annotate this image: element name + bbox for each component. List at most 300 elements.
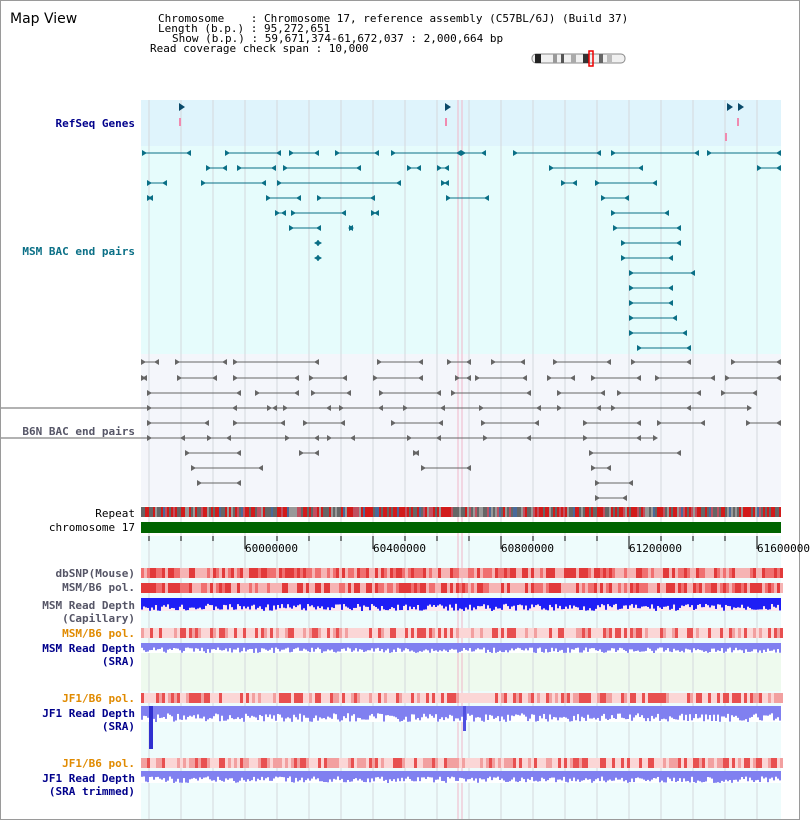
repeat-segment [251, 507, 253, 517]
depth-bar [517, 771, 519, 782]
polymorphism-cell [435, 628, 438, 638]
depth-bar [399, 643, 401, 649]
polymorphism-cell [240, 628, 243, 638]
depth-bar [155, 643, 157, 650]
polymorphism-cell [774, 758, 777, 768]
polymorphism-cell [696, 693, 699, 703]
polymorphism-cell [282, 758, 285, 768]
depth-bar [773, 706, 775, 720]
depth-bar [387, 706, 389, 715]
depth-bar [153, 706, 155, 719]
depth-bar [359, 706, 361, 718]
depth-bar [597, 598, 599, 605]
depth-bar [661, 706, 663, 719]
polymorphism-cell [597, 568, 600, 578]
repeat-segment [405, 507, 407, 517]
depth-bar [709, 771, 711, 777]
depth-bar [399, 771, 401, 781]
depth-bar [559, 643, 561, 651]
depth-bar [605, 598, 607, 610]
depth-bar [591, 598, 593, 610]
depth-bar [681, 598, 683, 606]
depth-bar [521, 598, 523, 605]
depth-bar [779, 598, 781, 610]
depth-bar [529, 643, 531, 648]
polymorphism-cell [450, 628, 453, 638]
depth-bar [515, 598, 517, 611]
depth-bar [681, 771, 683, 782]
polymorphism-cell [207, 583, 210, 593]
polymorphism-cell [696, 568, 699, 578]
depth-bar [223, 598, 225, 605]
depth-bar [191, 771, 193, 779]
depth-bar [531, 643, 533, 648]
polymorphism-cell [720, 758, 723, 768]
polymorphism-cell [231, 568, 234, 578]
polymorphism-cell [621, 758, 624, 768]
depth-bar [297, 771, 299, 781]
polymorphism-cell [726, 628, 729, 638]
depth-bar [603, 598, 605, 605]
polymorphism-cell [372, 693, 375, 703]
depth-bar [777, 643, 779, 649]
repeat-segment [323, 507, 325, 517]
polymorphism-cell [264, 628, 267, 638]
polymorphism-cell [276, 628, 279, 638]
depth-bar [325, 643, 327, 651]
depth-bar [227, 598, 229, 609]
polymorphism-cell [594, 568, 597, 578]
repeat-segment [297, 507, 299, 517]
depth-bar [707, 771, 709, 777]
depth-bar [201, 706, 203, 718]
polymorphism-cell [384, 628, 387, 638]
polymorphism-cell [522, 568, 525, 578]
depth-bar [323, 771, 325, 782]
depth-bar [363, 598, 365, 605]
depth-bar [481, 598, 483, 606]
polymorphism-cell [153, 628, 156, 638]
depth-bar [727, 643, 729, 649]
depth-bar [453, 643, 455, 650]
refseq-genes-label: RefSeq Genes [55, 117, 135, 130]
polymorphism-cell [705, 758, 708, 768]
depth-bar [283, 598, 285, 608]
polymorphism-cell [564, 583, 567, 593]
polymorphism-cell [402, 758, 405, 768]
polymorphism-cell [405, 583, 408, 593]
polymorphism-cell [285, 583, 288, 593]
depth-bar [487, 598, 489, 605]
polymorphism-cell [615, 758, 618, 768]
polymorphism-cell [159, 758, 162, 768]
polymorphism-cell [249, 758, 252, 768]
depth-bar [409, 771, 411, 779]
depth-bar [201, 598, 203, 609]
polymorphism-cell [738, 628, 741, 638]
depth-bar [747, 771, 749, 781]
polymorphism-cell [609, 693, 612, 703]
polymorphism-cell [552, 568, 555, 578]
depth-bar [583, 771, 585, 780]
depth-bar [457, 598, 459, 610]
polymorphism-cell [738, 758, 741, 768]
polymorphism-cell [453, 693, 456, 703]
depth-bar [229, 706, 231, 715]
polymorphism-cell [732, 568, 735, 578]
depth-bar [361, 771, 363, 780]
repeat-segment [577, 507, 579, 517]
depth-bar [209, 706, 211, 718]
depth-bar [493, 706, 495, 719]
polymorphism-cell [522, 758, 525, 768]
depth-bar [687, 771, 689, 781]
depth-bar [497, 771, 499, 777]
polymorphism-cell [594, 693, 597, 703]
repeat-segment [237, 507, 239, 517]
repeat-segment [727, 507, 729, 517]
depth-bar [259, 706, 261, 715]
depth-bar [159, 643, 161, 649]
ideogram-band [561, 54, 564, 63]
depth-bar [345, 643, 347, 651]
polymorphism-cell [537, 758, 540, 768]
depth-bar [329, 598, 331, 610]
depth-bar [221, 706, 223, 716]
repeat-segment [179, 507, 181, 517]
depth-bar [663, 771, 665, 782]
polymorphism-cell [540, 568, 543, 578]
depth-bar [425, 598, 427, 609]
depth-bar [515, 771, 517, 781]
depth-bar [277, 598, 279, 605]
polymorphism-cell [447, 628, 450, 638]
axis-label: 60400000 [373, 542, 426, 555]
depth-bar [567, 771, 569, 782]
depth-bar [289, 643, 291, 652]
repeat-segment [729, 507, 731, 517]
repeat-segment [435, 507, 437, 517]
depth-bar [421, 771, 423, 777]
depth-bar [609, 771, 611, 780]
polymorphism-cell [333, 568, 336, 578]
depth-bar [743, 643, 745, 653]
polymorphism-cell [297, 583, 300, 593]
polymorphism-cell [171, 693, 174, 703]
polymorphism-cell [720, 693, 723, 703]
depth-bar [261, 643, 263, 648]
polymorphism-cell [690, 693, 693, 703]
depth-bar [205, 771, 207, 777]
depth-bar [491, 771, 493, 780]
polymorphism-cell [588, 758, 591, 768]
depth-bar [709, 643, 711, 652]
depth-bar [371, 771, 373, 778]
polymorphism-cell [237, 628, 240, 638]
depth-bar [575, 771, 577, 781]
polymorphism-cell [348, 693, 351, 703]
polymorphism-cell [552, 583, 555, 593]
depth-bar [237, 598, 239, 604]
polymorphism-cell [315, 758, 318, 768]
depth-bar [531, 771, 533, 777]
polymorphism-cell [153, 758, 156, 768]
depth-bar [603, 706, 605, 714]
repeat-segment [567, 507, 569, 517]
depth-bar [231, 706, 233, 718]
polymorphism-cell [651, 568, 654, 578]
depth-bar [355, 598, 357, 608]
depth-bar [579, 771, 581, 782]
depth-bar [407, 706, 409, 722]
polymorphism-cell [327, 568, 330, 578]
polymorphism-cell [153, 693, 156, 703]
depth-bar [651, 598, 653, 604]
polymorphism-cell [468, 628, 471, 638]
depth-bar [561, 706, 563, 718]
polymorphism-cell [456, 758, 459, 768]
depth-bar [431, 598, 433, 607]
polymorphism-cell [387, 568, 390, 578]
polymorphism-cell [147, 758, 150, 768]
polymorphism-cell [777, 583, 780, 593]
depth-bar [339, 706, 341, 722]
depth-bar [469, 771, 471, 779]
polymorphism-cell [216, 583, 219, 593]
depth-bar [331, 706, 333, 719]
polymorphism-cell [630, 568, 633, 578]
depth-bar [157, 598, 159, 611]
depth-bar [287, 706, 289, 717]
depth-bar [215, 771, 217, 782]
polymorphism-cell [297, 758, 300, 768]
msm-read-depth-sra-label: MSM Read Depth (SRA) [42, 642, 135, 668]
polymorphism-cell [312, 693, 315, 703]
depth-bar [341, 643, 343, 649]
polymorphism-cell [603, 568, 606, 578]
polymorphism-cell [408, 568, 411, 578]
depth-bar [337, 706, 339, 719]
polymorphism-cell [411, 628, 414, 638]
polymorphism-cell [438, 583, 441, 593]
depth-bar [541, 598, 543, 610]
depth-bar [573, 706, 575, 716]
depth-bar [145, 598, 147, 607]
depth-bar [347, 706, 349, 713]
polymorphism-cell [555, 693, 558, 703]
depth-bar [497, 706, 499, 716]
polymorphism-cell [255, 568, 258, 578]
depth-bar [559, 598, 561, 606]
polymorphism-cell [186, 568, 189, 578]
repeat-segment [331, 507, 333, 517]
polymorphism-cell [258, 693, 261, 703]
depth-bar [733, 598, 735, 607]
depth-bar [685, 598, 687, 605]
polymorphism-cell [540, 758, 543, 768]
depth-bar [415, 598, 417, 609]
depth-bar [365, 643, 367, 651]
depth-bar [279, 706, 281, 715]
polymorphism-cell [780, 583, 783, 593]
polymorphism-cell [621, 583, 624, 593]
depth-bar [347, 771, 349, 780]
depth-bar [585, 598, 587, 611]
polymorphism-cell [507, 758, 510, 768]
polymorphism-cell [777, 693, 780, 703]
polymorphism-cell [291, 583, 294, 593]
polymorphism-cell [210, 758, 213, 768]
depth-bar [423, 771, 425, 777]
polymorphism-cell [153, 568, 156, 578]
depth-bar [473, 643, 475, 651]
depth-bar [343, 706, 345, 716]
polymorphism-cell [603, 628, 606, 638]
polymorphism-cell [324, 568, 327, 578]
depth-bar [255, 598, 257, 609]
polymorphism-cell [408, 628, 411, 638]
depth-bar [563, 643, 565, 653]
polymorphism-cell [336, 758, 339, 768]
repeat-segment [749, 507, 751, 517]
depth-bar [593, 598, 595, 611]
polymorphism-cell [672, 568, 675, 578]
polymorphism-cell [366, 693, 369, 703]
depth-bar [497, 598, 499, 608]
depth-bar [377, 706, 379, 713]
polymorphism-cell [423, 583, 426, 593]
polymorphism-cell [414, 758, 417, 768]
depth-bar [203, 771, 205, 778]
repeat-segment [427, 507, 429, 517]
depth-bar [283, 771, 285, 777]
polymorphism-cell [270, 568, 273, 578]
depth-bar [577, 706, 579, 714]
repeat-segment [509, 507, 511, 517]
depth-bar [193, 643, 195, 652]
repeat-segment [617, 507, 619, 517]
polymorphism-cell [516, 693, 519, 703]
depth-bar [487, 706, 489, 720]
depth-bar [335, 643, 337, 653]
polymorphism-cell [450, 583, 453, 593]
polymorphism-cell [678, 568, 681, 578]
polymorphism-cell [240, 568, 243, 578]
depth-bar [753, 706, 755, 715]
depth-bar [203, 706, 205, 717]
repeat-segment [169, 507, 171, 517]
polymorphism-cell [321, 693, 324, 703]
depth-bar [239, 706, 241, 719]
depth-bar [207, 771, 209, 776]
repeat-segment [443, 507, 445, 517]
polymorphism-cell [543, 693, 546, 703]
polymorphism-cell [288, 758, 291, 768]
depth-bar [147, 643, 149, 652]
depth-bar [305, 598, 307, 610]
depth-bar [775, 706, 777, 719]
polymorphism-cell [357, 568, 360, 578]
repeat-segment [713, 507, 715, 517]
depth-bar [375, 598, 377, 607]
repeat-segment [625, 507, 627, 517]
polymorphism-cell [201, 758, 204, 768]
depth-bar [635, 706, 637, 715]
repeat-segment [585, 507, 587, 517]
depth-bar [671, 643, 673, 652]
depth-bar [267, 598, 269, 604]
depth-bar [265, 706, 267, 714]
depth-bar [765, 771, 767, 777]
repeat-segment [723, 507, 725, 517]
polymorphism-cell [555, 758, 558, 768]
polymorphism-cell [465, 758, 468, 768]
polymorphism-cell [438, 568, 441, 578]
depth-bar [213, 643, 215, 649]
depth-bar [701, 598, 703, 607]
repeat-segment [339, 507, 341, 517]
polymorphism-cell [381, 583, 384, 593]
polymorphism-cell [657, 568, 660, 578]
polymorphism-cell [495, 568, 498, 578]
depth-bar [301, 706, 303, 722]
polymorphism-cell [312, 568, 315, 578]
polymorphism-cell [597, 628, 600, 638]
depth-bar [287, 598, 289, 604]
repeat-segment [667, 507, 669, 517]
polymorphism-cell [744, 693, 747, 703]
polymorphism-cell [306, 583, 309, 593]
depth-bar [537, 598, 539, 604]
depth-bar [257, 706, 259, 720]
depth-bar [729, 706, 731, 722]
polymorphism-cell [393, 628, 396, 638]
polymorphism-cell [588, 628, 591, 638]
depth-bar [635, 598, 637, 605]
depth-bar [329, 771, 331, 779]
ideogram-band [583, 54, 589, 63]
polymorphism-cell [594, 583, 597, 593]
depth-bar [183, 771, 185, 778]
repeat-segment [677, 507, 679, 517]
depth-bar [181, 706, 183, 720]
polymorphism-cell [249, 583, 252, 593]
depth-bar [335, 598, 337, 605]
depth-bar [615, 643, 617, 652]
depth-bar [369, 598, 371, 610]
polymorphism-cell [210, 628, 213, 638]
repeat-segment [351, 507, 353, 517]
depth-bar [677, 771, 679, 781]
depth-bar [279, 598, 281, 608]
polymorphism-cell [642, 628, 645, 638]
depth-bar [241, 706, 243, 718]
depth-bar [191, 643, 193, 648]
polymorphism-cell [693, 758, 696, 768]
depth-bar [569, 706, 571, 722]
depth-bar [763, 643, 765, 650]
depth-bar [255, 643, 257, 648]
depth-bar [641, 706, 643, 715]
polymorphism-cell [450, 758, 453, 768]
depth-bar [305, 706, 307, 718]
polymorphism-cell [399, 693, 402, 703]
depth-bar [697, 643, 699, 649]
repeat-segment [737, 507, 739, 517]
depth-bar [675, 771, 677, 782]
polymorphism-cell [321, 758, 324, 768]
polymorphism-cell [534, 693, 537, 703]
